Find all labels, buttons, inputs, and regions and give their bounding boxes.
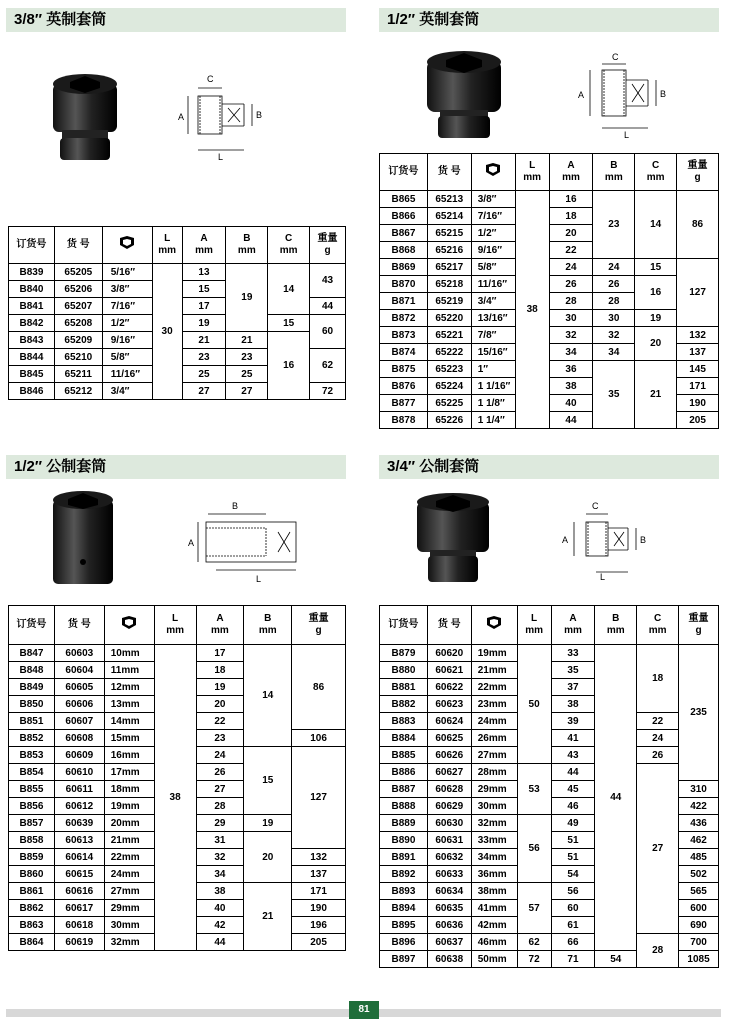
table-row: B854 60610 17mm 26 xyxy=(9,764,346,781)
header-a: A mm xyxy=(196,606,244,645)
table-row: B858 60613 21mm 31 20 xyxy=(9,832,346,849)
header-b: B mm xyxy=(244,606,292,645)
header-a: A mm xyxy=(549,154,593,191)
table-row: B876 65224 1 1/16″ 38 171 xyxy=(380,378,719,395)
table-row: B894 60635 41mm 60 600 xyxy=(380,900,719,917)
socket-photo xyxy=(50,490,116,588)
table-row: B886 60627 28mm 53 44 27 xyxy=(380,764,719,781)
header-a: A mm xyxy=(551,606,595,645)
dim-label-l: L xyxy=(600,572,606,582)
table-row: B872 65220 13/16″ 30 30 19 xyxy=(380,310,719,327)
header-weight: 重量 g xyxy=(292,606,346,645)
spec-table-12-metric xyxy=(8,605,346,951)
header-c: C mm xyxy=(268,227,310,264)
dim-label-l: L xyxy=(256,574,262,584)
table-row: B850 60606 13mm 20 xyxy=(9,696,346,713)
table-row: B893 60634 38mm 57 56 565 xyxy=(380,883,719,900)
table-row: B867 65215 1/2″ 20 xyxy=(380,225,719,242)
dimension-diagram xyxy=(572,50,682,140)
header-a: A mm xyxy=(182,227,226,264)
table-row: B897 60638 50mm 72 71 54 1085 xyxy=(380,951,719,968)
table-row: B851 60607 14mm 22 xyxy=(9,713,346,730)
header-l: L mm xyxy=(154,606,196,645)
header-size xyxy=(471,606,517,645)
dimension-diagram xyxy=(168,72,278,162)
table-row: B852 60608 15mm 23 106 xyxy=(9,730,346,747)
table-row: B875 65223 1″ 36 35 21 145 xyxy=(380,361,719,378)
table-row: B862 60617 29mm 40 190 xyxy=(9,900,346,917)
table-row: B870 65218 11/16″ 26 26 16 xyxy=(380,276,719,293)
table-row: B884 60625 26mm 41 24 xyxy=(380,730,719,747)
table-row: B853 60609 16mm 24 15 127 xyxy=(9,747,346,764)
table-row: B891 60632 34mm 51 485 xyxy=(380,849,719,866)
dim-label-a: A xyxy=(562,535,569,545)
dim-label-c: C xyxy=(592,501,599,511)
header-b: B mm xyxy=(593,154,635,191)
header-l: L mm xyxy=(515,154,549,191)
table-row: B871 65219 3/4″ 28 28 xyxy=(380,293,719,310)
table-row: B883 60624 24mm 39 22 xyxy=(380,713,719,730)
header-weight: 重量 g xyxy=(677,154,719,191)
table-row: B882 60623 23mm 38 xyxy=(380,696,719,713)
hex-nut-icon xyxy=(117,236,137,250)
header-order: 订货号 xyxy=(380,154,428,191)
table-row: B859 60614 22mm 32 132 xyxy=(9,849,346,866)
hex-nut-icon xyxy=(483,163,503,177)
table-row: B839 65205 5/16″ 30 13 19 14 43 xyxy=(9,264,346,281)
section-title-12-metric: 1/2″ 公制套筒 xyxy=(6,455,346,479)
table-row: B878 65226 1 1/4″ 44 205 xyxy=(380,412,719,429)
dim-label-a: A xyxy=(178,112,185,122)
header-order: 订货号 xyxy=(380,606,428,645)
table-row: B843 65209 9/16″ 21 21 16 xyxy=(9,332,346,349)
socket-photo xyxy=(414,492,492,586)
table-row: B856 60612 19mm 28 xyxy=(9,798,346,815)
header-order: 订货号 xyxy=(9,227,55,264)
header-b: B mm xyxy=(595,606,637,645)
table-row: B841 65207 7/16″ 17 44 xyxy=(9,298,346,315)
table-row: B864 60619 32mm 44 205 xyxy=(9,934,346,951)
table-row: B847 60603 10mm 38 17 14 86 xyxy=(9,645,346,662)
table-row: B866 65214 7/16″ 18 xyxy=(380,208,719,225)
dim-label-b: B xyxy=(660,89,667,99)
header-weight: 重量 g xyxy=(679,606,719,645)
table-row: B842 65208 1/2″ 19 15 60 xyxy=(9,315,346,332)
table-row: B868 65216 9/16″ 22 xyxy=(380,242,719,259)
table-row: B869 65217 5/8″ 24 24 15 127 xyxy=(380,259,719,276)
table-row: B845 65211 11/16″ 25 25 xyxy=(9,366,346,383)
dimension-diagram xyxy=(186,498,320,588)
table-row: B887 60628 29mm 45 310 xyxy=(380,781,719,798)
header-order: 订货号 xyxy=(9,606,55,645)
table-row: B889 60630 32mm 56 49 436 xyxy=(380,815,719,832)
spec-table-34-metric xyxy=(379,605,719,968)
header-item: 货 号 xyxy=(427,606,471,645)
table-row: B855 60611 18mm 27 xyxy=(9,781,346,798)
dim-label-a: A xyxy=(188,538,195,548)
table-row: B879 60620 19mm 50 33 44 18 235 xyxy=(380,645,719,662)
dim-label-b: B xyxy=(256,110,263,120)
spec-table-12-imperial xyxy=(379,153,719,429)
table-row: B881 60622 22mm 37 xyxy=(380,679,719,696)
header-l: L mm xyxy=(517,606,551,645)
table-row: B892 60633 36mm 54 502 xyxy=(380,866,719,883)
header-size xyxy=(471,154,515,191)
header-item: 货 号 xyxy=(54,606,104,645)
header-c: C mm xyxy=(637,606,679,645)
header-c: C mm xyxy=(635,154,677,191)
table-row: B880 60621 21mm 35 xyxy=(380,662,719,679)
dim-label-l: L xyxy=(218,152,224,162)
dim-label-l: L xyxy=(624,130,630,140)
table-row: B865 65213 3/8″ 38 16 23 14 86 xyxy=(380,191,719,208)
dimension-diagram xyxy=(556,496,666,582)
dim-label-b: B xyxy=(232,501,239,511)
table-row: B885 60626 27mm 43 26 xyxy=(380,747,719,764)
table-row: B848 60604 11mm 18 xyxy=(9,662,346,679)
header-size xyxy=(102,227,152,264)
header-l: L mm xyxy=(152,227,182,264)
hex-nut-icon xyxy=(119,616,139,630)
dim-label-c: C xyxy=(207,74,214,84)
header-size xyxy=(104,606,154,645)
table-row: B877 65225 1 1/8″ 40 190 xyxy=(380,395,719,412)
table-row: B863 60618 30mm 42 196 xyxy=(9,917,346,934)
dim-label-a: A xyxy=(578,90,585,100)
table-row: B846 65212 3/4″ 27 27 72 xyxy=(9,383,346,400)
header-item: 货 号 xyxy=(54,227,102,264)
table-row: B874 65222 15/16″ 34 34 137 xyxy=(380,344,719,361)
table-row: B888 60629 30mm 46 422 xyxy=(380,798,719,815)
spec-table-38-imperial xyxy=(8,226,346,400)
hex-nut-icon xyxy=(484,616,504,630)
page-number: 81 xyxy=(349,1001,379,1019)
table-row: B840 65206 3/8″ 15 xyxy=(9,281,346,298)
table-row: B895 60636 42mm 61 690 xyxy=(380,917,719,934)
header-b: B mm xyxy=(226,227,268,264)
section-title-38-imperial: 3/8″ 英制套筒 xyxy=(6,8,346,32)
dim-label-c: C xyxy=(612,52,619,62)
table-row: B844 65210 5/8″ 23 23 62 xyxy=(9,349,346,366)
dim-label-b: B xyxy=(640,535,647,545)
table-row: B860 60615 24mm 34 137 xyxy=(9,866,346,883)
table-row: B861 60616 27mm 38 21 171 xyxy=(9,883,346,900)
section-title-12-imperial: 1/2″ 英制套筒 xyxy=(379,8,719,32)
socket-photo xyxy=(424,50,504,142)
section-title-34-metric: 3/4″ 公制套筒 xyxy=(379,455,719,479)
socket-photo xyxy=(50,72,120,164)
table-row: B890 60631 33mm 51 462 xyxy=(380,832,719,849)
table-row: B857 60639 20mm 29 19 xyxy=(9,815,346,832)
table-row: B849 60605 12mm 19 xyxy=(9,679,346,696)
header-weight: 重量 g xyxy=(310,227,346,264)
table-row: B873 65221 7/8″ 32 32 20 132 xyxy=(380,327,719,344)
header-item: 货 号 xyxy=(427,154,471,191)
table-row: B896 60637 46mm 62 66 28 700 xyxy=(380,934,719,951)
